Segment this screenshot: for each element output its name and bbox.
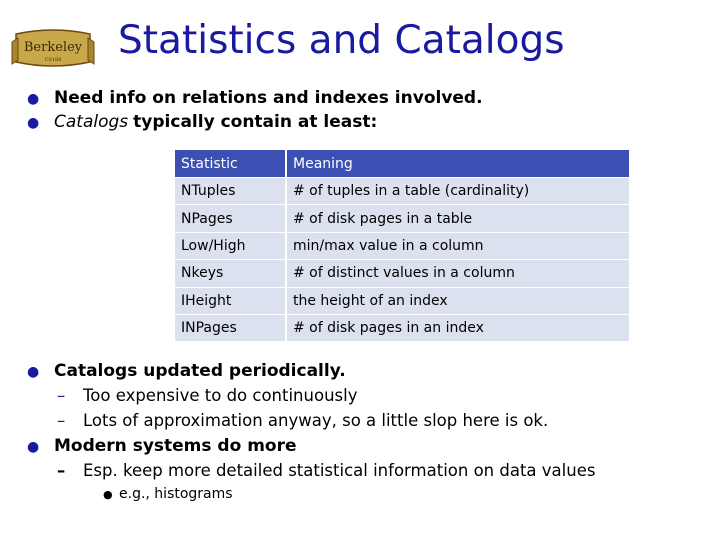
cell-meaning: # of distinct values in a column (286, 260, 630, 287)
cell-meaning: # of disk pages in an index (286, 314, 630, 341)
page-title: Statistics and Catalogs (118, 18, 565, 63)
bullet-text: Need info on relations and indexes involved. (54, 88, 483, 108)
statistics-table (175, 150, 631, 342)
bullet-item (27, 361, 717, 386)
table-header-row (175, 150, 630, 178)
sub-sub-bullet-text: e.g., histograms (119, 486, 233, 502)
sub-sub-bullet-item (27, 486, 717, 508)
sub-bullet-item (27, 461, 717, 486)
dash-icon: – (57, 386, 66, 405)
bottom-bullet-list (27, 361, 717, 508)
cell-statistic: Low/High (175, 232, 286, 259)
cell-meaning: min/max value in a column (286, 232, 630, 259)
sub-bullet-text: Esp. keep more detailed statistical information on data values (83, 461, 596, 480)
cell-statistic: Nkeys (175, 260, 286, 287)
bullet-text: typically contain at least: (133, 112, 378, 132)
dash-icon: – (57, 461, 66, 480)
bullet-text: Catalogs updated periodically. (54, 361, 346, 381)
bullet-icon: ● (27, 439, 40, 455)
cell-statistic: NTuples (175, 178, 286, 205)
bullet-icon: ● (27, 91, 40, 107)
bullet-italic-text: Catalogs (54, 112, 129, 132)
table-row (175, 314, 630, 341)
bullet-item (27, 112, 707, 136)
sub-bullet-text: Lots of approximation anyway, so a little slop here is ok. (83, 411, 549, 430)
sub-bullet-text: Too expensive to do continuously (83, 386, 358, 405)
bullet-text: Modern systems do more (54, 436, 297, 456)
table-row (175, 178, 630, 205)
table-row (175, 287, 630, 314)
svg-text:CS186: CS186 (44, 57, 62, 63)
sub-bullet-item (27, 386, 717, 411)
bullet-icon: ● (103, 488, 113, 501)
cell-statistic: NPages (175, 205, 286, 232)
table-row (175, 260, 630, 287)
cell-meaning: # of disk pages in a table (286, 205, 630, 232)
bullet-item (27, 88, 707, 112)
header-statistic: Statistic (175, 150, 286, 178)
bullet-icon: ● (27, 115, 40, 131)
table-row (175, 205, 630, 232)
bullet-icon: ● (27, 364, 40, 380)
cell-statistic: INPages (175, 314, 286, 341)
logo-text: Berkeley (23, 40, 83, 55)
cell-meaning: # of tuples in a table (cardinality) (286, 178, 630, 205)
cell-meaning: the height of an index (286, 287, 630, 314)
dash-icon: – (57, 411, 66, 430)
bullet-item (27, 436, 717, 461)
table-row (175, 232, 630, 259)
berkeley-logo (8, 24, 98, 74)
sub-bullet-item (27, 411, 717, 436)
header-meaning: Meaning (286, 150, 630, 178)
cell-statistic: IHeight (175, 287, 286, 314)
top-bullet-list (27, 88, 707, 136)
